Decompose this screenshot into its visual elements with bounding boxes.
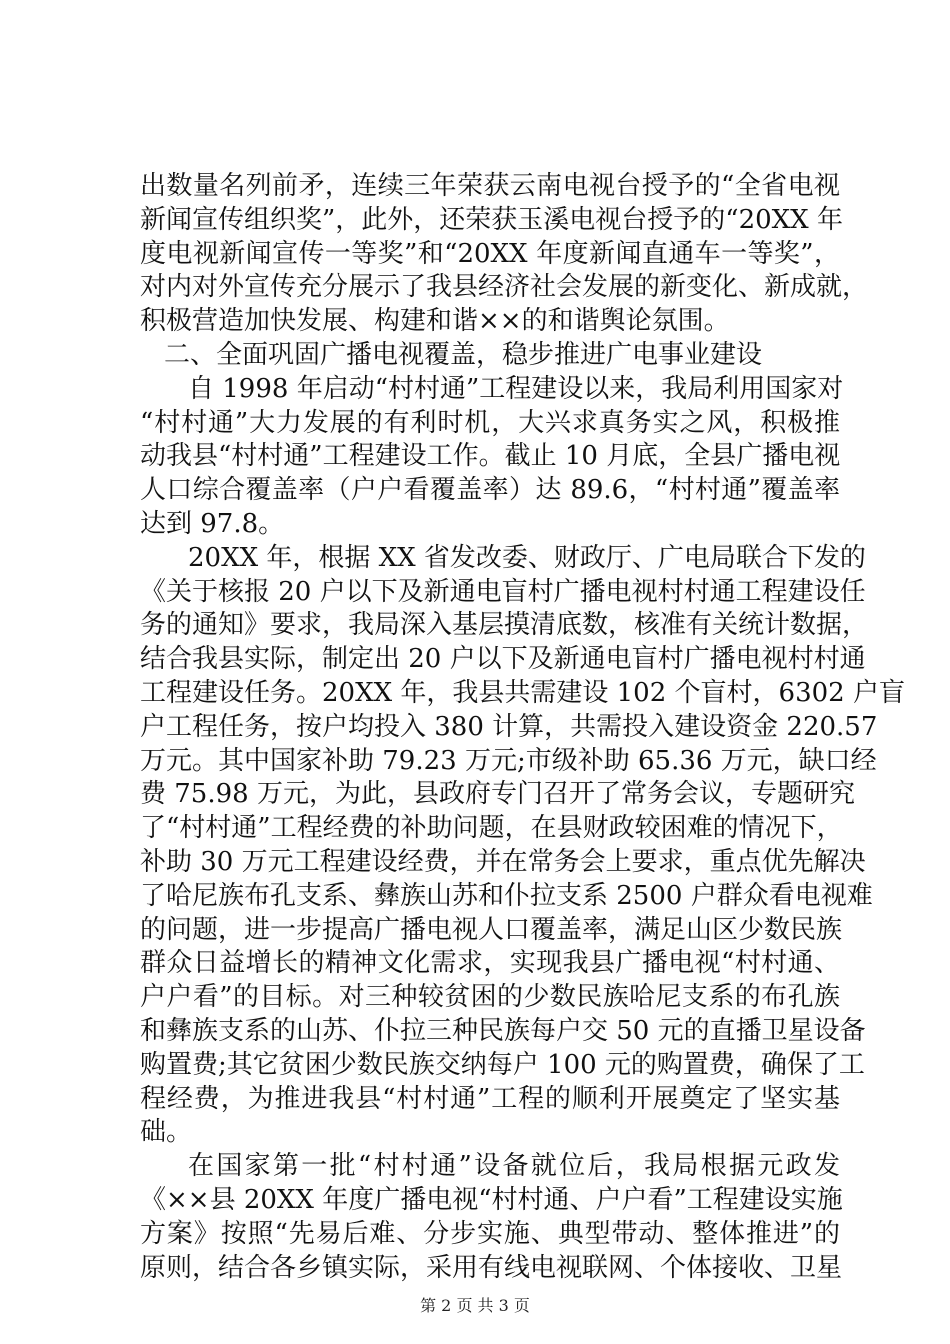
body-line: 础。 [140, 1117, 193, 1148]
body-line: 户工程任务，按户均投入 380 计算，共需投入建设资金 220.57 [140, 711, 878, 742]
body-line: 对内对外宣传充分展示了我县经济社会发展的新变化、新成就， [140, 272, 869, 303]
body-line: 方案》按照“先易后难、分步实施、典型带动、整体推进”的 [140, 1218, 840, 1249]
body-line: 动我县“村村通”工程建设工作。截止 10 月底，全县广播电视 [140, 441, 841, 472]
body-line: 积极营造加快发展、构建和谐××的和谐舆论氛围。 [140, 306, 730, 337]
body-line: 了哈尼族布孔支系、彝族山苏和仆拉支系 2500 户群众看电视难 [140, 880, 873, 911]
body-line: 务的通知》要求，我局深入基层摸清底数，核准有关统计数据， [140, 610, 869, 641]
body-line: 费 75.98 万元，为此，县政府专门召开了常务会议，专题研究 [140, 779, 855, 810]
body-line: 自 1998 年启动“村村通”工程建设以来，我局利用国家对 [188, 373, 844, 404]
body-line: 原则，结合各乡镇实际，采用有线电视联网、个体接收、卫星 [140, 1252, 843, 1283]
body-line: 达到 97.8。 [140, 508, 285, 539]
body-line: 出数量名列前矛，连续三年荣获云南电视台授予的“全省电视 [140, 171, 840, 201]
body-line: 和彝族支系的山苏、仆拉三种民族每户交 50 元的直播卫星设备 [140, 1015, 866, 1046]
body-line: 群众日益增长的精神文化需求，实现我县广播电视“村村通、 [140, 948, 840, 979]
body-line: 工程建设任务。20XX 年，我县共需建设 102 个盲村，6302 户盲 [140, 677, 905, 708]
body-line: 购置费;其它贫困少数民族交纳每户 100 元的购置费，确保了工 [140, 1049, 865, 1080]
body-line: 万元。其中国家补助 79.23 万元;市级补助 65.36 万元，缺口经 [140, 745, 877, 776]
body-line: 程经费，为推进我县“村村通”工程的顺利开展奠定了坚实基 [140, 1083, 840, 1114]
body-line: 20XX 年，根据 XX 省发改委、财政厅、广电局联合下发的 [188, 542, 866, 573]
body-line: 《关于核报 20 户以下及新通电盲村广播电视村村通工程建设任 [140, 576, 866, 607]
section-heading: 二、全面巩固广播电视覆盖，稳步推进广电事业建设 [164, 339, 763, 370]
body-line: 结合我县实际，制定出 20 户以下及新通电盲村广播电视村村通 [140, 644, 866, 675]
body-line: 新闻宣传组织奖”，此外，还荣获玉溪电视台授予的“20XX 年 [140, 204, 843, 235]
body-line: 人口综合覆盖率（户户看覆盖率）达 89.6，“村村通”覆盖率 [140, 475, 840, 506]
body-line: 户户看”的目标。对三种较贫困的少数民族哈尼支系的布孔族 [140, 982, 840, 1013]
body-line: 《××县 20XX 年度广播电视“村村通、户户看”工程建设实施 [140, 1184, 843, 1215]
body-line: 在国家第一批“村村通”设备就位后，我局根据元政发 [188, 1151, 840, 1182]
document-body [140, 170, 905, 1285]
page-number-footer: 第 2 页 共 3 页 [420, 1296, 530, 1315]
body-line: 度电视新闻宣传一等奖”和“20XX 年度新闻直通车一等奖”， [140, 238, 840, 269]
body-line: 了“村村通”工程经费的补助问题，在县财政较困难的情况下， [140, 813, 843, 844]
body-line: 补助 30 万元工程建设经费，并在常务会上要求，重点优先解决 [140, 846, 866, 877]
body-line: “村村通”大力发展的有利时机，大兴求真务实之风，积极推 [140, 407, 840, 438]
body-line: 的问题，进一步提高广播电视人口覆盖率，满足山区少数民族 [140, 914, 843, 945]
